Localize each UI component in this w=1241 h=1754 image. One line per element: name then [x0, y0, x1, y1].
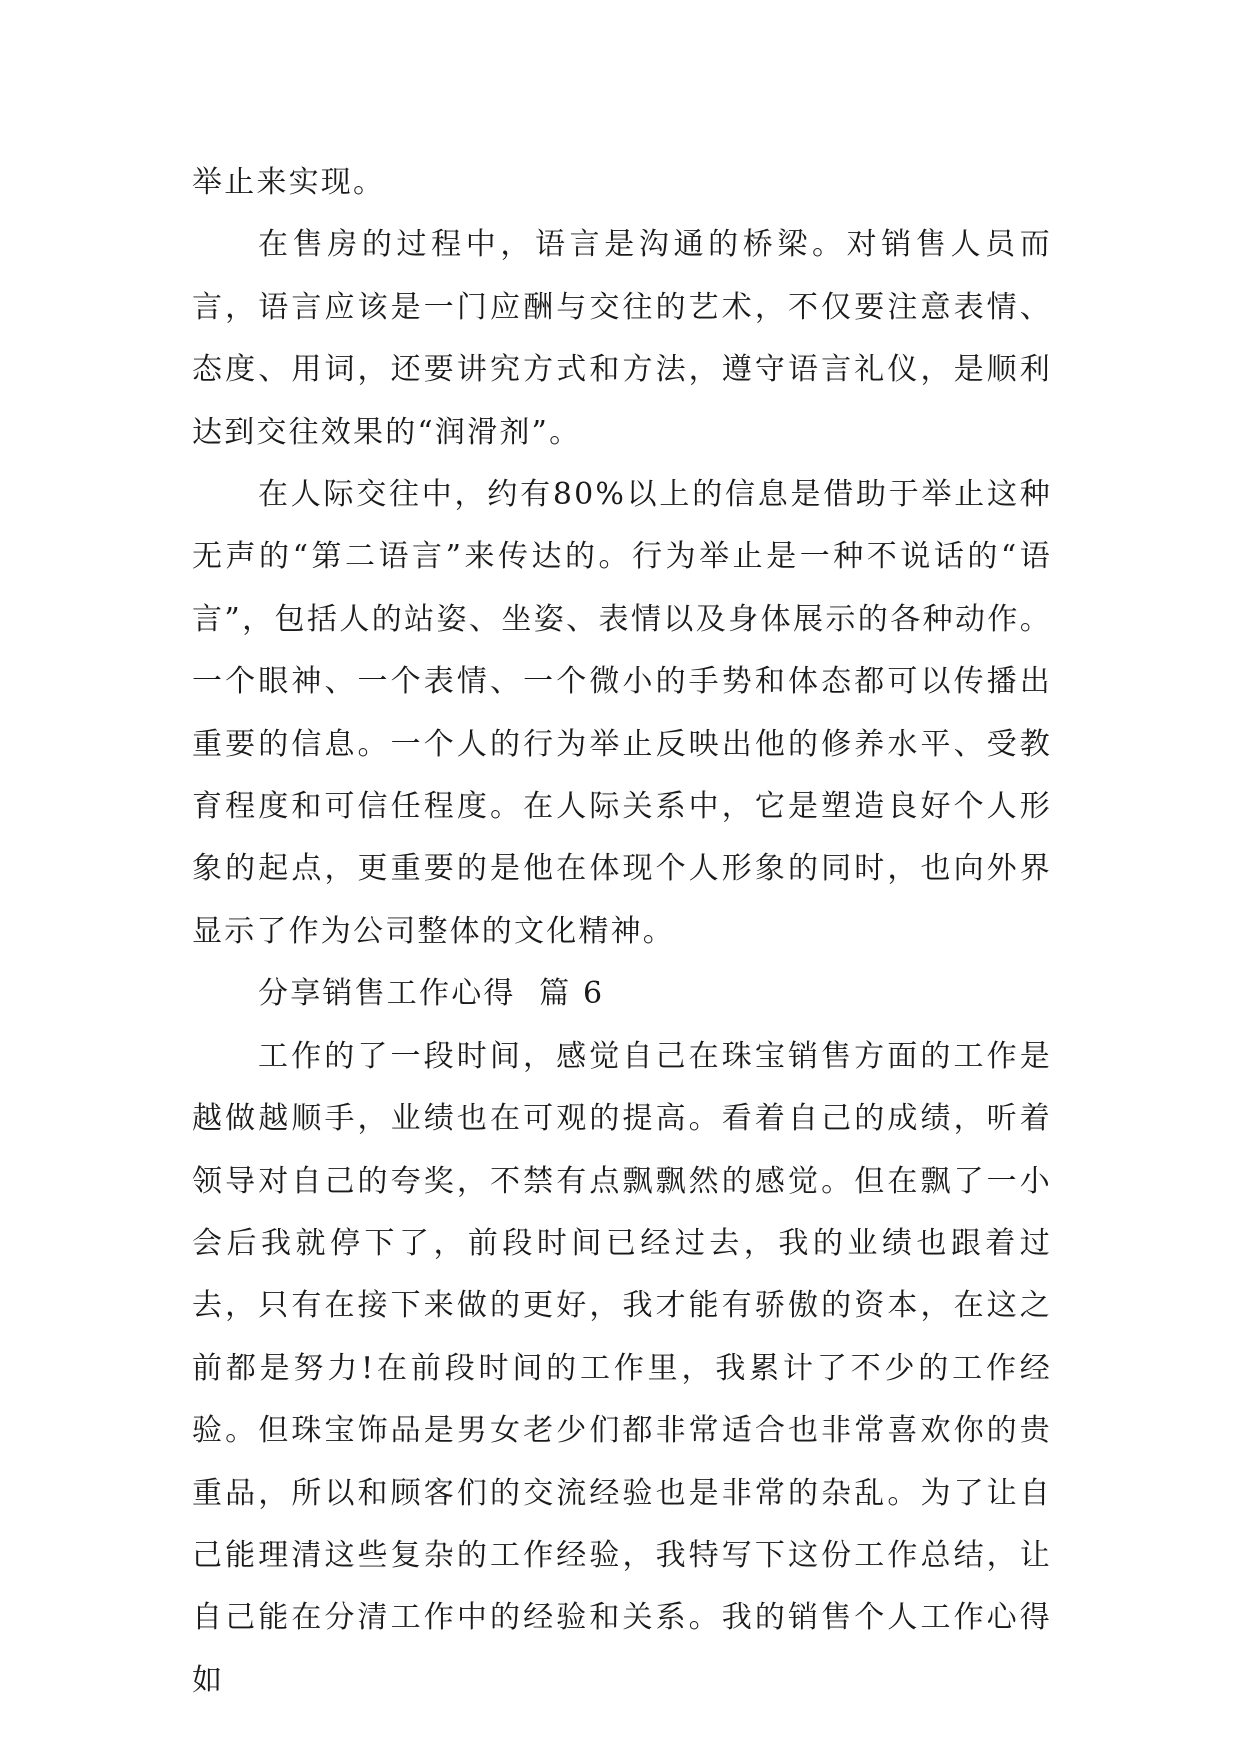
section-heading: 分享销售工作心得 篇 6: [258, 976, 605, 1012]
paragraph-4: 工作的了一段时间，感觉自己在珠宝销售方面的工作是越做越顺手，业绩也在可观的提高。看着自己的成绩，听着领导对自己的夸奖，不禁有点飘飘然的感觉。但在飘了一小会后我就停下了，前段时间已经过去，我的业绩也跟着过去，只有在接下来做的更好，我才能有骄傲的资本，在这之前都是努力!在前段时间的工作里，我累计了不少的工作经验。但珠宝饰品是男女老少们都非常适合也非常喜欢你的贵重品，所以和顾客们的交流经验也是非常的杂乱。为了让自己能理清这些复杂的工作经验，我特写下这份工作总结，让自己能在分清工作中的经验和关系。我的销售个人工作心得如: [192, 1038, 1052, 1698]
paragraph-1: 举止来实现。: [192, 165, 386, 200]
document-body: [192, 152, 1052, 1712]
paragraph-3: 在人际交往中，约有80%以上的信息是借助于举止这种无声的“第二语言”来传达的。行为举止是一种不说话的“语言”，包括人的站姿、坐姿、表情以及身体展示的各种动作。一个眼神、一个表情、一个微小的手势和体态都可以传播出重要的信息。一个人的行为举止反映出他的修养水平、受教育程度和可信任程度。在人际关系中，它是塑造良好个人形象的起点，更重要的是他在体现个人形象的同时，也向外界显示了作为公司整体的文化精神。: [192, 477, 1052, 949]
paragraph-2: 在售房的过程中，语言是沟通的桥梁。对销售人员而言，语言应该是一门应酬与交往的艺术，不仅要注意表情、态度、用词，还要讲究方式和方法，遵守语言礼仪，是顺利达到交往效果的“润滑剂”。: [192, 227, 1052, 450]
